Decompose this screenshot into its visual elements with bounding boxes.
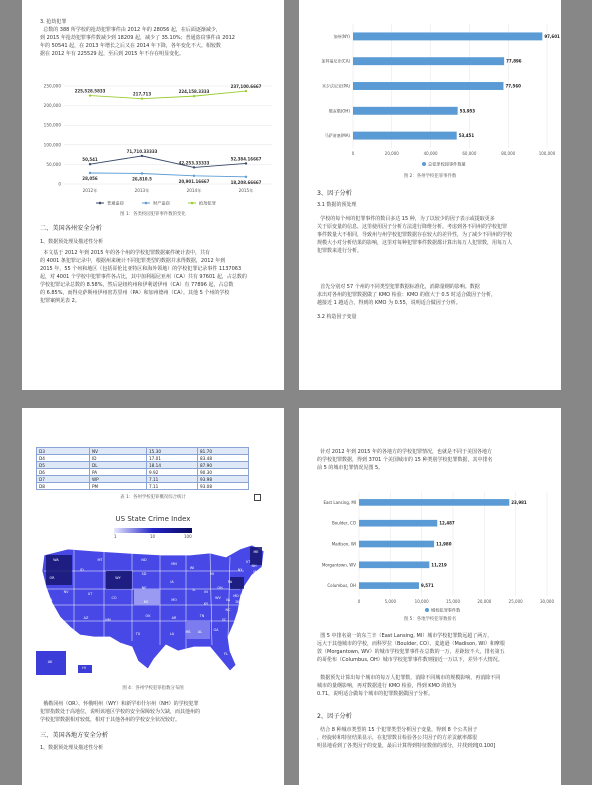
bar (359, 499, 509, 506)
state-label: UT (87, 592, 93, 596)
x-tick-label: 2014年 (186, 188, 202, 193)
x-tick-label: 25,000 (508, 599, 523, 604)
data-label: 26,810.5 (132, 176, 152, 182)
table-cell: 17.01 (147, 455, 198, 462)
y-tick-label: 0 (58, 181, 61, 187)
legend-tick: 1 (114, 534, 117, 539)
x-tick-label: 30,000 (540, 599, 554, 604)
category-label: 宾夕法尼亚(PA) (321, 83, 350, 89)
state-label: OK (145, 614, 151, 618)
bar-value-label: 97,601 (544, 33, 560, 39)
data-point (245, 162, 247, 164)
state-bar-chart (303, 18, 560, 170)
data-label: 18,208.66667 (230, 179, 262, 185)
subheading-3-1: 3.1 数据的预处理 (317, 202, 357, 208)
line-chart (28, 80, 280, 210)
page-2 (299, 0, 561, 390)
table-cell: DL (90, 462, 147, 469)
state-label: PA (227, 580, 233, 584)
state-label: MO (171, 598, 177, 602)
legend-tick: 100 (184, 534, 192, 539)
state-label: NY (237, 568, 243, 572)
table-cell: D5 (37, 462, 90, 469)
state-label: NM (105, 618, 111, 622)
state-label: OR (49, 576, 55, 580)
body-paragraph: 本文基于 2012 年到 2015 年的各个州的学校犯罪数据案件统计表中，共有 的 4001 条犯罪记录中，根据州来统计不同犯罪类型的数据并求得数据，2012 年到 2015 年，55 个州和地区（包括哥伦比亚特区和海外领地）的学校犯罪记录事件 1137063 起，对 4001 个学校中犯罪事件各占比，其中加利福尼亚州（CA）共有 97601 起，占总数的 学校犯罪记录总数的 8.58%，然后是纽约州和伊利诺伊州（CA）有 77896 起，占总数 的 6.85%，而得克萨斯州伊州密苏里州（PA）和加州德州（CA）。其他 5 个州的学校 犯罪案例见表 2。 (40, 250, 247, 304)
state-label: AL (197, 630, 203, 634)
series-line (90, 91, 246, 99)
table-row (37, 469, 249, 476)
data-point (141, 155, 143, 157)
body-paragraph-2: 图 5 中排名第一的东兰辛（East Lansing, MI）城市学校犯罪数远超了两万， 远大于其他城市的学校，而科罗拉（Boulder, CO）、麦迪逊（Madison, WI）和摩根 敦（Morgantown, WV）的城市学校犯罪事件在总数的一万，差距较不大，排名第五 的哥伦布（Columbus, OH）城市学校犯罪事件数则接近一万以下，差异不大情况。 (317, 633, 505, 663)
bar-value-label: 23,981 (511, 499, 527, 505)
table-cell: 18.14 (147, 462, 198, 469)
table-cell: 15.30 (147, 448, 198, 455)
subheading-2: 2、因子分析 (317, 713, 352, 720)
data-point (193, 95, 195, 97)
state-label: NC (225, 608, 231, 612)
legend-label: 普通盗窃 (107, 200, 124, 206)
state-label: FL (224, 652, 228, 656)
table-cell: 87.90 (198, 462, 249, 469)
category-label: Columbus, OH (327, 583, 356, 589)
y-tick-label: 250,000 (43, 83, 61, 89)
table-cell: 83.48 (198, 455, 249, 462)
subheading-2-1: 1、数据预处理及描述性分析 (40, 239, 104, 245)
state-label: RI (258, 578, 262, 582)
map-title: US State Crime Index (115, 515, 191, 523)
state-label: TX (135, 632, 141, 636)
data-label: 20,901.16667 (178, 178, 210, 184)
high-index-state (106, 571, 132, 589)
state-label: IA (170, 580, 174, 584)
body-paragraph-1: 针对 2012 年到 2015 年的各地方的学校犯罪情况，也就是不同于美国各地方 的学校犯罪数据，得到 3701 个美国城市的 15 种类别学校犯罪数据，其中排名 前 5 的城市犯罪情况见图 5。 (317, 449, 493, 471)
bar-value-label: 11,219 (431, 562, 447, 568)
body-paragraph: 俄勒冈州（OR）、怀俄明州（WY）和新罕布什尔州（NH）的学校犯罪 犯罪指数处于高地位，说明该地区学校的安全保障较为欠缺，而其他州的 学校犯罪数据相对较低，相对于其他各州的学校安全状况较好。 (40, 701, 201, 723)
section-heading-3: 3、因子分析 (317, 190, 352, 197)
state-label: CO (111, 596, 117, 600)
city-bar-chart (303, 486, 557, 616)
subheading-3-2: 3.2 构造因子变量 (317, 314, 357, 320)
legend-marker (145, 202, 148, 205)
bar (353, 57, 504, 65)
intro-paragraph: 3. 抢劫犯罪 总数的 388 所学校的抢劫犯罪事件由 2012 年的 28056 起，在后面逐渐减少， 到 2015 年抢劫犯罪事件数减少到 18209 起，减少了 35.10%；普通盗窃事件由 2012 年的 50541 起，在 2013 年增长之后又在 2014 年下降，各年变化不大。相较数 据在 2012 年有 225529 起，至后到 2015 年不存在明显变化。 (40, 19, 235, 57)
bar (353, 107, 458, 115)
state-label: GA (213, 628, 219, 632)
data-label: 50,541 (82, 157, 98, 163)
map-legend-ticks (114, 534, 192, 540)
state-label: CT (249, 576, 255, 580)
state-label: ND (141, 558, 147, 562)
data-label: 71,710.33333 (126, 148, 158, 154)
x-tick-label: 10,000 (414, 599, 429, 604)
state-label: CA (47, 598, 53, 602)
category-label: East Lansing, MI (323, 499, 356, 505)
state-label: MI (210, 572, 214, 576)
table-cell: WP (90, 476, 147, 483)
y-tick-label: 150,000 (43, 122, 61, 128)
state-label: AR (171, 616, 177, 620)
state-label: TN (199, 614, 205, 618)
category-label: Morgantown, WV (321, 562, 356, 568)
series-line (90, 156, 246, 168)
state-label: WA (53, 558, 59, 562)
table-cell: 90.30 (198, 469, 249, 476)
x-tick-label: 2015年 (238, 188, 254, 193)
state-label: LA (169, 632, 175, 636)
body-paragraph-4: 结合 8 种城市类型的 15 个犯罪类型分析因子变量，得到 8 个公共因子 ，经旋转和特征结果显示，在犯罪数目检验各公共因子的方差贡献率都很 明显地看到了各类因子的变量，最后计算得到特征数值的部分，并找到到[0.100] (317, 727, 496, 749)
data-point (193, 166, 195, 168)
state-label: VT (245, 560, 251, 564)
data-label: 42,253.33333 (178, 160, 210, 166)
legend-label: 城校犯罪事件数 (431, 607, 461, 613)
bar-value-label: 11,980 (436, 541, 452, 547)
state-label: MT (97, 558, 103, 562)
state-label: MA (253, 570, 259, 574)
state-label: DC (235, 600, 241, 604)
x-tick-label: 40,000 (423, 151, 438, 156)
data-point (89, 94, 91, 96)
line-chart-caption: 图 1：各类校园犯罪事件数的变化 (120, 212, 186, 217)
legend-label: 总犯罪校园事件数量 (428, 161, 466, 167)
us-state-map (34, 541, 274, 679)
state-label: AK (47, 660, 53, 664)
table-row (37, 462, 249, 469)
x-tick-label: 5,000 (384, 599, 397, 604)
state-label: MS (185, 630, 191, 634)
high-index-state (46, 555, 72, 585)
bar-value-label: 53,451 (458, 133, 475, 139)
data-label: 237,100.6667 (230, 84, 262, 90)
table-cell: D4 (37, 455, 90, 462)
x-tick-label: 0 (357, 599, 361, 604)
body-paragraph-3: 数据预先计算出每个城市的每万人犯罪数，消除不同城市的规模影响，再消除不同 城市的量纲影响，再对数据进行 KMO 检验，得到 KMO 的值为 0.71，说明适合做每个城市的犯罪数据做因子分析。 (317, 675, 501, 697)
data-point (245, 90, 247, 92)
state-label: NH (251, 564, 257, 568)
state-label: AZ (83, 616, 89, 620)
state-label: KS (143, 600, 149, 604)
table-cell: 93.08 (198, 483, 249, 490)
state-label: HI (82, 666, 86, 670)
state-label: VA (225, 598, 231, 602)
legend-marker (425, 608, 429, 612)
bar (359, 582, 419, 589)
bar-value-label: 77,896 (506, 58, 522, 64)
bar (359, 561, 429, 568)
data-point (89, 172, 91, 174)
table-cell: NV (90, 448, 147, 455)
state-label: MD (233, 594, 239, 598)
state-label: IN (204, 590, 208, 594)
state-label: IL (192, 588, 196, 592)
x-tick-label: 2013年 (134, 188, 150, 193)
state-label: ID (80, 568, 84, 572)
data-label: 224,158.3333 (178, 89, 210, 95)
table-row (37, 455, 249, 462)
y-tick-label: 200,000 (43, 103, 61, 109)
body-paragraph-1: 学校的每个州的犯罪事件的数目多达 15 种，为了以较少的因子表示或提取更多 关于原变量的信息，这里使用因子分析方法进行降维分析。考虑到各不同州的学校犯罪 事件数量大不相同，导致州与州学校犯罪数据存在较大的差异性，为了减少不同州的学校 规模大小对分析结果的影响，这里对每种犯罪事件数据都计算出每万人犯罪数，用每万人 犯罪数来进行分析。 (317, 216, 513, 254)
data-point (141, 97, 143, 99)
state-label: NV (63, 590, 69, 594)
table-cell: D3 (37, 448, 90, 455)
section-heading-3: 三、美国各地方安全分析 (40, 732, 109, 739)
table-row (37, 448, 249, 455)
x-tick-label: 2012年 (82, 188, 98, 193)
table-cell: 7.11 (147, 476, 198, 483)
category-label: Madison, WI (331, 541, 356, 547)
data-point (141, 172, 143, 174)
series-line (90, 173, 246, 177)
state-label: SC (221, 618, 227, 622)
legend-label: 财产盗窃 (153, 200, 170, 206)
section-heading-2: 二、美国各州安全分析 (40, 225, 102, 232)
state-label: NE (141, 586, 147, 590)
table-cell: ID (90, 455, 147, 462)
x-tick-label: 20,000 (384, 151, 399, 156)
data-point (193, 175, 195, 177)
table-cell: 93.98 (198, 476, 249, 483)
data-label: 225,528.5833 (74, 88, 106, 94)
data-label: 28,056 (82, 176, 98, 182)
data-point (89, 163, 91, 165)
page-4 (299, 408, 561, 785)
bar-chart-caption: 图 2：各州学校犯罪事件数 (403, 174, 457, 179)
bar-value-label: 53,953 (459, 108, 476, 114)
bar (359, 520, 437, 527)
state-label: WV (215, 596, 221, 600)
data-label: 52,384.16667 (230, 156, 262, 162)
table-cell: D8 (37, 483, 90, 490)
legend-marker (422, 162, 426, 166)
state-label: DE (239, 594, 245, 598)
table-cell: 9.92 (147, 469, 198, 476)
map-legend-bar (114, 528, 192, 533)
x-tick-label: 80,000 (501, 151, 516, 156)
x-tick-label: 60,000 (462, 151, 477, 156)
category-label: 俄亥俄(OH) (328, 108, 350, 114)
bar (353, 132, 457, 140)
x-tick-label: 0 (351, 151, 355, 156)
state-label: ME (253, 550, 259, 554)
data-table (36, 447, 249, 490)
category-label: 加州(NY) (333, 33, 350, 39)
data-label: 217,713 (132, 91, 152, 97)
resize-handle[interactable] (254, 494, 261, 501)
state-label: KY (203, 602, 209, 606)
bar (359, 541, 434, 548)
map-caption: 图 4：各州学校犯罪指数分布图 (122, 686, 184, 691)
x-tick-label: 100,000 (538, 151, 556, 156)
legend-marker (99, 202, 102, 205)
legend-label: 抢劫犯罪 (199, 200, 216, 206)
category-label: Boulder, CO (332, 520, 356, 526)
y-tick-label: 50,000 (46, 161, 61, 167)
page-3 (22, 408, 284, 785)
state-label: WI (189, 566, 195, 570)
table-cell: D6 (37, 469, 90, 476)
category-label: 加利福尼亚(CA) (321, 58, 350, 64)
body-paragraph-2: 首先分别对 57 个州的不同类型犯罪数据标准化，消除量纲的影响。数据 求出对各州的犯罪数据做了 KMO 检验：KMO 的值大于 0.5 时适合做因子分析， 越接近 1 越适合，得到的 KMO 为 0.55，说明适合做因子分析。 (317, 284, 496, 306)
table-cell: PM (90, 483, 147, 490)
legend-tick: 10 (150, 534, 156, 539)
category-label: 马萨诸塞(MA) (324, 133, 350, 139)
table-cell: D7 (37, 476, 90, 483)
legend-marker (191, 202, 194, 205)
state-label: WY (115, 576, 121, 580)
state-label: MN (171, 562, 177, 566)
table-row (37, 483, 249, 490)
subheading-3-1: 1、数据预处理及描述性分析 (40, 745, 104, 751)
bar-value-label: 9,571 (420, 583, 434, 589)
table-caption: 表 1：各州学校犯罪概况综合统计 (120, 495, 186, 500)
bar (353, 82, 503, 90)
table-cell: 7.11 (147, 483, 198, 490)
x-tick-label: 15,000 (446, 599, 460, 604)
table-cell: 81.70 (198, 448, 249, 455)
state-label: SD (141, 572, 147, 576)
state-label: OH (217, 586, 223, 590)
y-tick-label: 100,000 (43, 142, 61, 148)
us-map-shape (42, 545, 264, 671)
table-cell: PA (90, 469, 147, 476)
table-row (37, 476, 249, 483)
bar (353, 32, 542, 40)
bar-chart-caption: 图 5：各地学校犯罪数排名 (403, 617, 457, 622)
page-1 (22, 0, 284, 390)
data-point (245, 176, 247, 178)
bar-value-label: 12,487 (439, 520, 455, 526)
bar-value-label: 77,560 (505, 83, 521, 89)
x-tick-label: 20,000 (477, 599, 492, 604)
state-label: NJ (242, 588, 246, 592)
